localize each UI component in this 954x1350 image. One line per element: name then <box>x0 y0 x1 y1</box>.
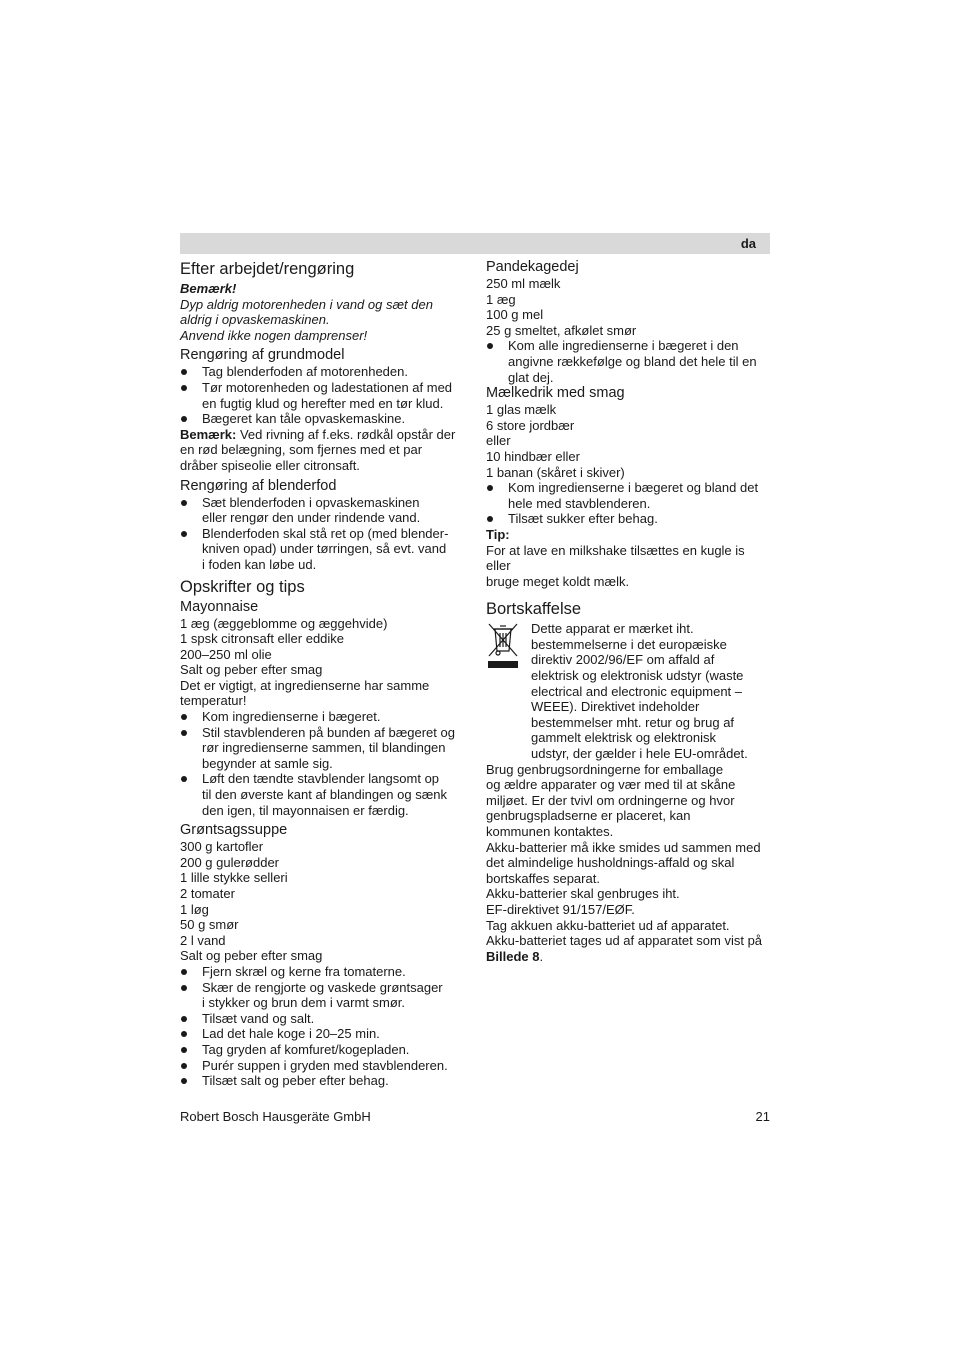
cleaning-note-line: Dyp aldrig motorenheden i vand og sæt den <box>180 296 433 312</box>
weee-line: WEEE). Direktivet indeholder <box>531 699 700 715</box>
disposal-line: genbrugspladserne er placeret, kan <box>486 808 691 824</box>
list-item: Tag gryden af komfuret/kogepladen. <box>180 1042 464 1058</box>
basic-cleaning-title: Rengøring af grundmodel <box>180 347 345 364</box>
basic-note-line: dråber spiseolie eller citronsaft. <box>180 457 360 473</box>
list-item: Fjern skræl og kerne fra tomaterne. <box>180 964 464 980</box>
ingredient-line: 1 æg <box>486 291 516 307</box>
cleaning-note-line: Anvend ikke nogen damprenser! <box>180 327 368 343</box>
pancake-steps <box>486 338 770 385</box>
disposal-line: Akku-batterier må ikke smides ud sammen med <box>486 839 761 855</box>
disposal-line: EF-direktivet 91/157/EØF. <box>486 901 635 917</box>
pancake-title: Pandekagedej <box>486 259 579 275</box>
disposal-line: Akku-batteriet tages ud af apparatet som vist på <box>486 933 763 949</box>
ingredient-line: 6 store jordbær <box>486 417 575 433</box>
ingredient-line: 1 lille stykke selleri <box>180 870 288 886</box>
list-item: Tilsæt sukker efter behag. <box>486 511 770 527</box>
right-column <box>486 259 770 964</box>
mayonnaise-title: Mayonnaise <box>180 598 259 615</box>
list-item: Blenderfoden skal stå ret op (med blender- kniven opad) under tørringen, så evt. vand i foden kan løbe ud. <box>180 526 464 573</box>
ingredient-line: 1 æg (æggeblomme og æggehvide) <box>180 615 388 631</box>
blender-foot-title: Rengøring af blenderfod <box>180 477 337 494</box>
mayonnaise-steps <box>180 709 464 818</box>
ingredient-line: Salt og peber efter smag <box>180 948 323 964</box>
ingredient-line: 10 hindbær eller <box>486 448 580 464</box>
basic-note-line: en rød belægning, som fjernes med et par <box>180 442 423 458</box>
footer-company: Robert Bosch Hausgeräte GmbH <box>180 1109 371 1124</box>
header-bar <box>180 233 770 254</box>
tip-line: For at lave en milkshake tilsættes en kugle is eller <box>486 542 745 574</box>
ingredient-line: 1 glas mælk <box>486 402 557 418</box>
soup-steps <box>180 964 464 1089</box>
disposal-title: Bortskaffelse <box>486 600 582 619</box>
ingredient-line: 25 g smeltet, afkølet smør <box>486 322 637 338</box>
list-item: Bægeret kan tåle opvaskemaskine. <box>180 411 464 427</box>
ingredient-line: 2 l vand <box>180 932 226 948</box>
basic-cleaning-list <box>180 364 464 426</box>
list-item: Lad det hale koge i 20–25 min. <box>180 1026 464 1042</box>
disposal-line: Akku-batterier skal genbruges iht. <box>486 886 680 902</box>
ingredient-line: temperatur! <box>180 693 247 709</box>
weee-line: direktiv 2002/96/EF om affald af <box>531 652 715 668</box>
ingredient-line: Det er vigtigt, at ingredienserne har samme <box>180 677 430 693</box>
weee-line: gammelt elektrisk og elektronisk <box>531 730 716 746</box>
ingredient-line: Salt og peber efter smag <box>180 662 323 678</box>
list-item: Løft den tændte stavblender langsomt op til den øverste kant af blandingen og sænk den igen, til mayonnaisen er færdig. <box>180 771 464 818</box>
disposal-line: Brug genbrugsordningerne for emballage <box>486 761 724 777</box>
soup-title: Grøntsagssuppe <box>180 822 288 839</box>
cleaning-note-line: aldrig i opvaskemaskinen. <box>180 312 330 328</box>
ingredient-line: 2 tomater <box>180 886 235 901</box>
ingredient-line: 200 g gulerødder <box>180 854 280 870</box>
list-item: Tilsæt salt og peber efter behag. <box>180 1073 464 1089</box>
ingredient-line: 1 spsk citronsaft eller eddike <box>180 631 345 647</box>
list-item: Stil stavblenderen på bunden af bægeret og rør ingredienserne sammen, til blandingen begynder at samle sig. <box>180 725 464 772</box>
ingredient-line: 100 g mel <box>486 307 544 323</box>
language-code: da <box>740 236 756 251</box>
list-item: Tilsæt vand og salt. <box>180 1011 464 1027</box>
recipes-title: Opskrifter og tips <box>180 577 305 596</box>
weee-line: udstyr, der gælder i hele EU-området. <box>531 746 748 762</box>
milkshake-title: Mælkedrik med smag <box>486 385 625 402</box>
disposal-line: og ældre apparater og vær med til at skåne <box>486 777 736 793</box>
tip-line: bruge meget koldt mælk. <box>486 573 630 589</box>
disposal-line: det almindelige husholdnings-affald og skal <box>486 855 735 871</box>
ingredient-line: 50 g smør <box>180 917 239 933</box>
cleaning-title: Efter arbejdet/rengøring <box>180 260 355 278</box>
disposal-line: Tag akkuen akku-batteriet ud af apparatet. <box>486 917 730 933</box>
crossed-bin-icon <box>486 621 520 669</box>
weee-line: Dette apparat er mærket iht. <box>531 621 694 637</box>
ingredient-line: 1 banan (skåret i skiver) <box>486 464 625 480</box>
weee-line: bestemmelserne i det europæiske <box>531 636 727 652</box>
figure-reference: Billede 8. <box>486 948 544 964</box>
page-number: 21 <box>755 1109 770 1124</box>
tip-label: Tip: <box>486 526 510 542</box>
left-column <box>180 259 464 1089</box>
disposal-line: kommunen kontaktes. <box>486 824 614 839</box>
list-item: Kom ingredienserne i bægeret og bland det hele med stavblenderen. <box>486 480 770 511</box>
list-item: Purér suppen i gryden med stavblenderen. <box>180 1058 464 1074</box>
weee-line: elektrisk og elektronisk udstyr (waste <box>531 668 744 684</box>
list-item: Kom ingredienserne i bægeret. <box>180 709 464 725</box>
disposal-line: bortskaffes separat. <box>486 870 600 886</box>
disposal-line: miljøet. Er der tvivl om ordningerne og hvor <box>486 792 735 808</box>
list-item: Skær de rengjorte og vaskede grøntsager i stykker og brun dem i varmt smør. <box>180 980 464 1011</box>
ingredient-line: 250 ml mælk <box>486 276 561 291</box>
weee-line: bestemmelser mht. retur og brug af <box>531 714 735 730</box>
ingredient-line: 1 løg <box>180 901 209 917</box>
cleaning-note-label: Bemærk! <box>180 281 237 296</box>
basic-note: Bemærk: Ved rivning af f.eks. rødkål opstår der <box>180 426 456 442</box>
list-item: Tag blenderfoden af motorenheden. <box>180 364 464 380</box>
weee-notice <box>486 621 770 761</box>
ingredient-line: 200–250 ml olie <box>180 646 272 662</box>
list-item: Kom alle ingredienserne i bægeret i den angivne rækkefølge og bland det hele til en glat dej. <box>486 338 770 385</box>
ingredient-line: 300 g kartofler <box>180 839 264 855</box>
list-item: Tør motorenheden og ladestationen af med en fugtig klud og herefter med en tør klud. <box>180 380 464 411</box>
weee-line: electrical and electronic equipment – <box>531 683 743 699</box>
blender-foot-list <box>180 495 464 573</box>
milkshake-steps <box>486 480 770 527</box>
ingredient-line: eller <box>486 433 511 449</box>
list-item: Sæt blenderfoden i opvaskemaskinen eller rengør den under rindende vand. <box>180 495 464 526</box>
